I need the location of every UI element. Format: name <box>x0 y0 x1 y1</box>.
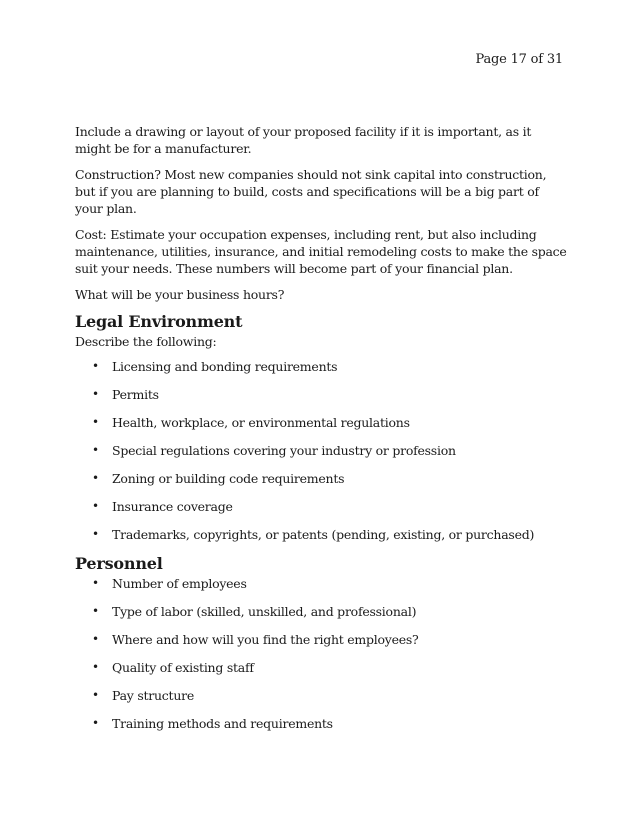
bullet-icon: • <box>92 471 99 485</box>
list-item-text: Insurance coverage <box>112 499 233 514</box>
list-item-text: Trademarks, copyrights, or patents (pending, existing, or purchased) <box>112 527 535 542</box>
paragraph-business-hours: What will be your business hours? <box>75 287 285 302</box>
list-item <box>75 386 570 403</box>
legal-intro: Describe the following: <box>75 334 217 349</box>
page-number: Page 17 of 31 <box>475 52 563 67</box>
list-item-text: Health, workplace, or environmental regulations <box>112 415 410 430</box>
list-item-text: Zoning or building code requirements <box>112 471 345 486</box>
paragraph-facility-layout: Include a drawing or layout of your proposed facility if it is important, as it might be for a manufacturer. <box>75 124 532 156</box>
bullet-icon: • <box>92 688 99 702</box>
list-item-text: Quality of existing staff <box>112 660 254 675</box>
paragraph-construction: Construction? Most new companies should not sink capital into construction, but if you are planning to build, costs and specifications will be a big part of your plan. <box>75 167 547 216</box>
bullet-icon: • <box>92 499 99 513</box>
bullet-icon: • <box>92 576 99 590</box>
page-content <box>75 123 570 743</box>
list-item-text: Licensing and bonding requirements <box>112 359 338 374</box>
list-item <box>75 498 570 515</box>
personnel-list <box>75 575 570 732</box>
list-item <box>75 442 570 459</box>
bullet-icon: • <box>92 443 99 457</box>
bullet-icon: • <box>92 716 99 730</box>
bullet-icon: • <box>92 415 99 429</box>
bullet-icon: • <box>92 359 99 373</box>
list-item <box>75 470 570 487</box>
list-item <box>75 659 570 676</box>
list-item-text: Number of employees <box>112 576 247 591</box>
list-item <box>75 358 570 375</box>
paragraph-cost: Cost: Estimate your occupation expenses, including rent, but also including maintenance, utilities, insurance, and initial remodeling costs to make the space suit your needs. These numbers will become part of your financial plan. <box>75 227 567 276</box>
list-item-text: Type of labor (skilled, unskilled, and professional) <box>112 604 417 619</box>
list-item <box>75 687 570 704</box>
list-item-text: Special regulations covering your industry or profession <box>112 443 456 458</box>
list-item-text: Pay structure <box>112 688 194 703</box>
list-item <box>75 631 570 648</box>
heading-personnel: Personnel <box>75 554 163 573</box>
bullet-icon: • <box>92 527 99 541</box>
list-item <box>75 603 570 620</box>
list-item <box>75 414 570 431</box>
list-item <box>75 575 570 592</box>
list-item-text: Permits <box>112 387 159 402</box>
bullet-icon: • <box>92 632 99 646</box>
bullet-icon: • <box>92 604 99 618</box>
legal-list <box>75 358 570 543</box>
bullet-icon: • <box>92 660 99 674</box>
heading-legal-environment: Legal Environment <box>75 312 243 331</box>
bullet-icon: • <box>92 387 99 401</box>
list-item-text: Training methods and requirements <box>112 716 333 731</box>
list-item <box>75 715 570 732</box>
list-item-text: Where and how will you find the right employees? <box>112 632 419 647</box>
list-item <box>75 526 570 543</box>
